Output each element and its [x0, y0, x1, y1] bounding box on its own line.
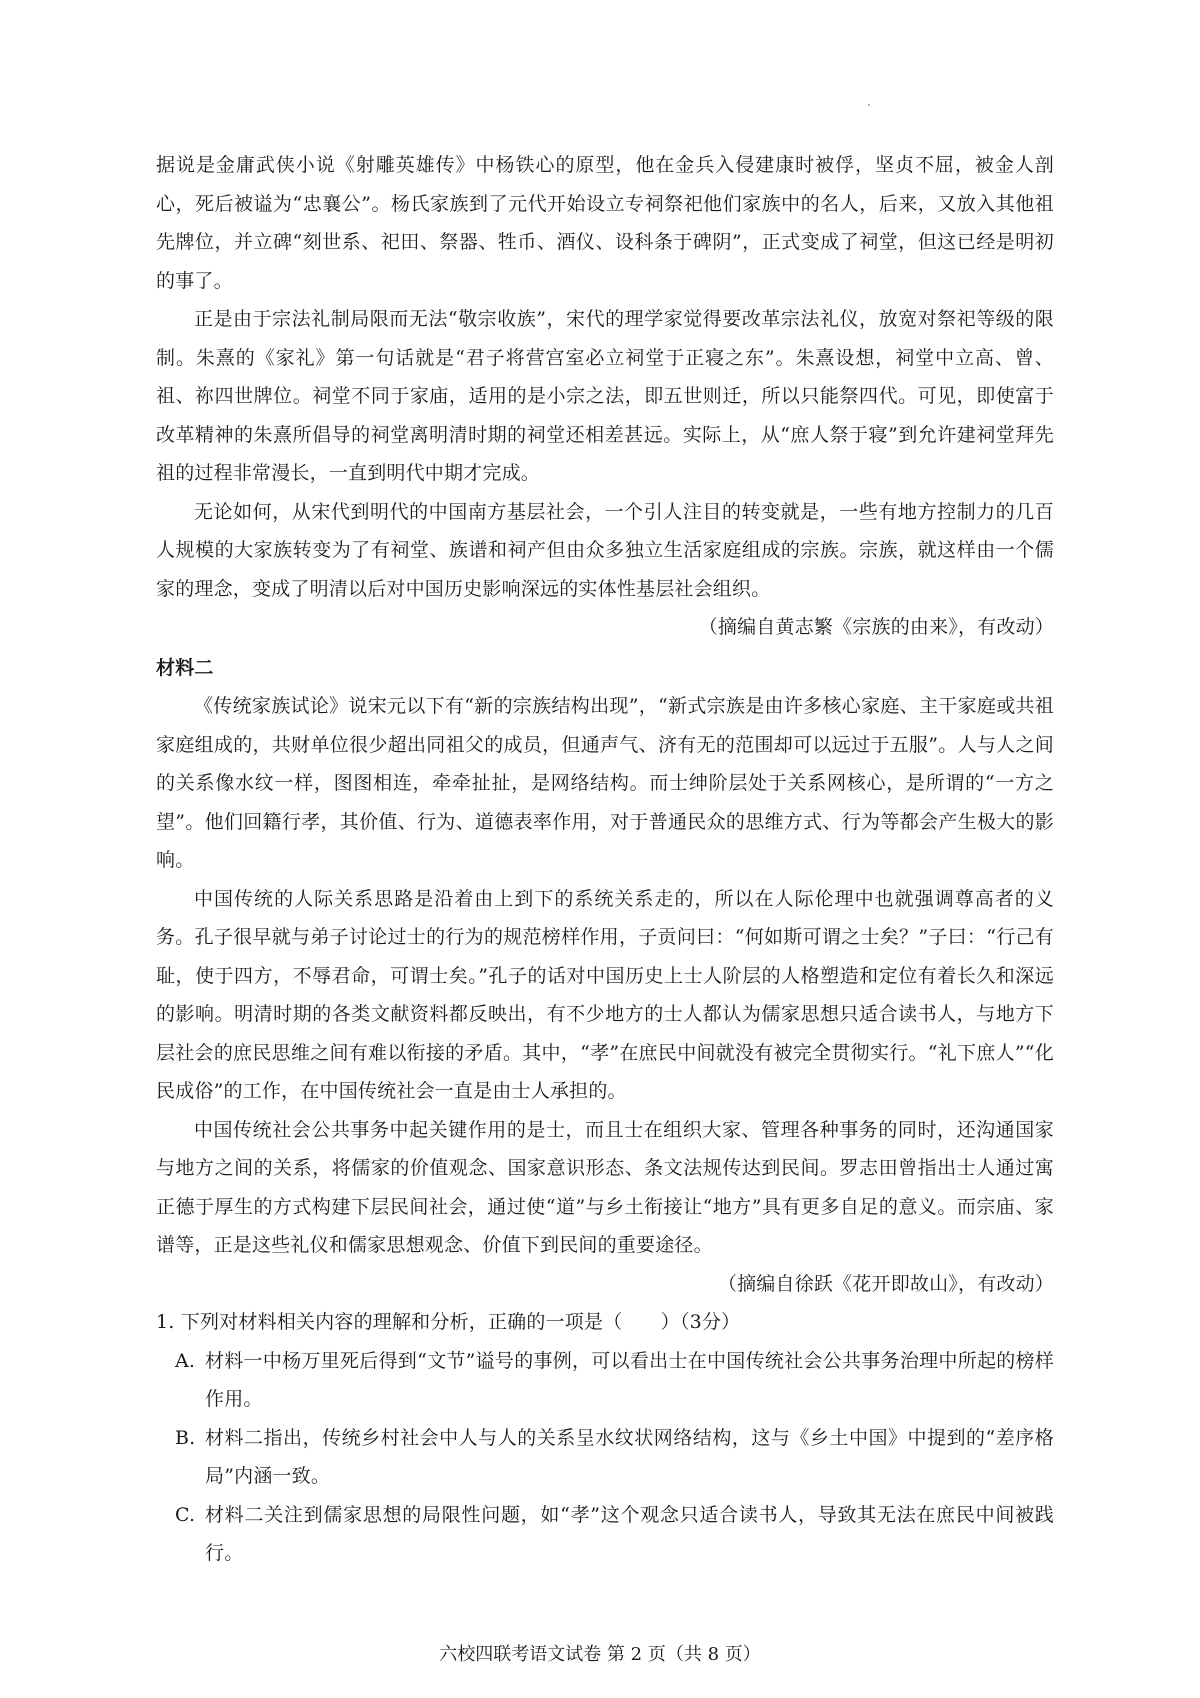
option-letter: A. — [175, 1349, 196, 1372]
question-1-stem: 1. 下列对材料相关内容的理解和分析，正确的一项是（ ）（3分） — [156, 1311, 741, 1333]
option-c[interactable] — [175, 1496, 1054, 1573]
material2-paragraph-3: 中国传统社会公共事务中起关键作用的是士，而且士在组织大家、管理各种事务的同时，还沟通国家与地方之间的关系，将儒家的价值观念、国家意识形态、条文法规传达到民间。罗志田曾指出士人通过寓正德于厚生的方式构建下层民间社会，通过使“道”与乡土衔接让“地方”具有更多自足的意义。而宗庙、家谱等，正是这些礼仪和儒家思想观念、价值下到民间的重要途径。 — [156, 1118, 1054, 1256]
material1-paragraph-2: 正是由于宗法礼制局限而无法“敬宗收族”，宋代的理学家觉得要改革宗法礼仪，放宽对祭祀等级的限制。朱熹的《家礼》第一句话就是“君子将营宫室必立祠堂于正寝之东”。朱熹设想，祠堂中立高、曾、祖、祢四世牌位。祠堂不同于家庙，适用的是小宗之法，即五世则迁，所以只能祭四代。可见，即使富于改革精神的朱熹所倡导的祠堂离明清时期的祠堂还相差甚远。实际上，从“庶人祭于寝”到允许建祠堂拜先祖的过程非常漫长，一直到明代中期才完成。 — [156, 308, 1054, 484]
option-b[interactable] — [175, 1419, 1054, 1496]
scan-speck — [868, 104, 870, 106]
question-1-options — [175, 1342, 1054, 1573]
material2-paragraph-1: 《传统家族试论》说宋元以下有“新的宗族结构出现”，“新式宗族是由许多核心家庭、主干家庭或共祖家庭组成的，共财单位很少超出同祖父的成员，但通声气、济有无的范围却可以远过于五服”。人与人之间的关系像水纹一样，图图相连，牵牵扯扯，是网络结构。而士绅阶层处于关系网核心，是所谓的“一方之望”。他们回籍行孝，其价值、行为、道德表率作用，对于普通民众的思维方式、行为等都会产生极大的影响。 — [156, 695, 1054, 871]
material2-paragraph-2: 中国传统的人际关系思路是沿着由上到下的系统关系走的，所以在人际伦理中也就强调尊高者的义务。孔子很早就与弟子讨论过士的行为的规范榜样作用，子贡问曰：“何如斯可谓之士矣？”子曰：“行己有耻，使于四方，不辱君命，可谓士矣。”孔子的话对中国历史上士人阶层的人格塑造和定位有着长久和深远的影响。明清时期的各类文献资料都反映出，有不少地方的士人都认为儒家思想只适合读书人，与地方下层社会的庶民思维之间有难以衔接的矛盾。其中，“孝”在庶民中间就没有被完全贯彻实行。“礼下庶人”“化民成俗”的工作，在中国传统社会一直是由士人承担的。 — [156, 887, 1054, 1102]
material1-paragraph-3: 无论如何，从宋代到明代的中国南方基层社会，一个引人注目的转变就是，一些有地方控制力的几百人规模的大家族转变为了有祠堂、族谱和祠产但由众多独立生活家庭组成的宗族。宗族，就这样由一个儒家的理念，变成了明清以后对中国历史影响深远的实体性基层社会组织。 — [156, 500, 1054, 600]
material1-source: （摘编自黄志繁《宗族的由来》，有改动） — [698, 616, 1054, 638]
option-a[interactable] — [175, 1342, 1054, 1419]
page-footer: 六校四联考语文试卷 第 2 页（共 8 页） — [439, 1644, 761, 1665]
option-text: 材料一中杨万里死后得到“文节”谥号的事例，可以看出士在中国传统社会公共事务治理中所起的榜样作用。 — [205, 1349, 1054, 1410]
material2-source: （摘编自徐跃《花开即故山》，有改动） — [717, 1272, 1054, 1295]
option-letter: B. — [175, 1426, 196, 1449]
material2-heading: 材料二 — [156, 656, 214, 679]
option-text: 材料二指出，传统乡村社会中人与人的关系呈水纹状网络结构，这与《乡土中国》中提到的“差序格局”内涵一致。 — [205, 1426, 1054, 1487]
body-text — [156, 146, 1054, 1573]
material1-paragraph-1: 据说是金庸武侠小说《射雕英雄传》中杨铁心的原型，他在金兵入侵建康时被俘，坚贞不屈，被金人剖心，死后被谥为“忠襄公”。杨氏家族到了元代开始设立专祠祭祀他们家族中的名人，后来，又放入其他祖先牌位，并立碑“刻世系、祀田、祭器、牲币、酒仪、设科条于碑阴”，正式变成了祠堂，但这已经是明初的事了。 — [156, 154, 1054, 292]
option-text: 材料二关注到儒家思想的局限性问题，如“孝”这个观念只适合读书人，导致其无法在庶民中间被践行。 — [205, 1503, 1054, 1564]
option-letter: C. — [175, 1503, 196, 1526]
